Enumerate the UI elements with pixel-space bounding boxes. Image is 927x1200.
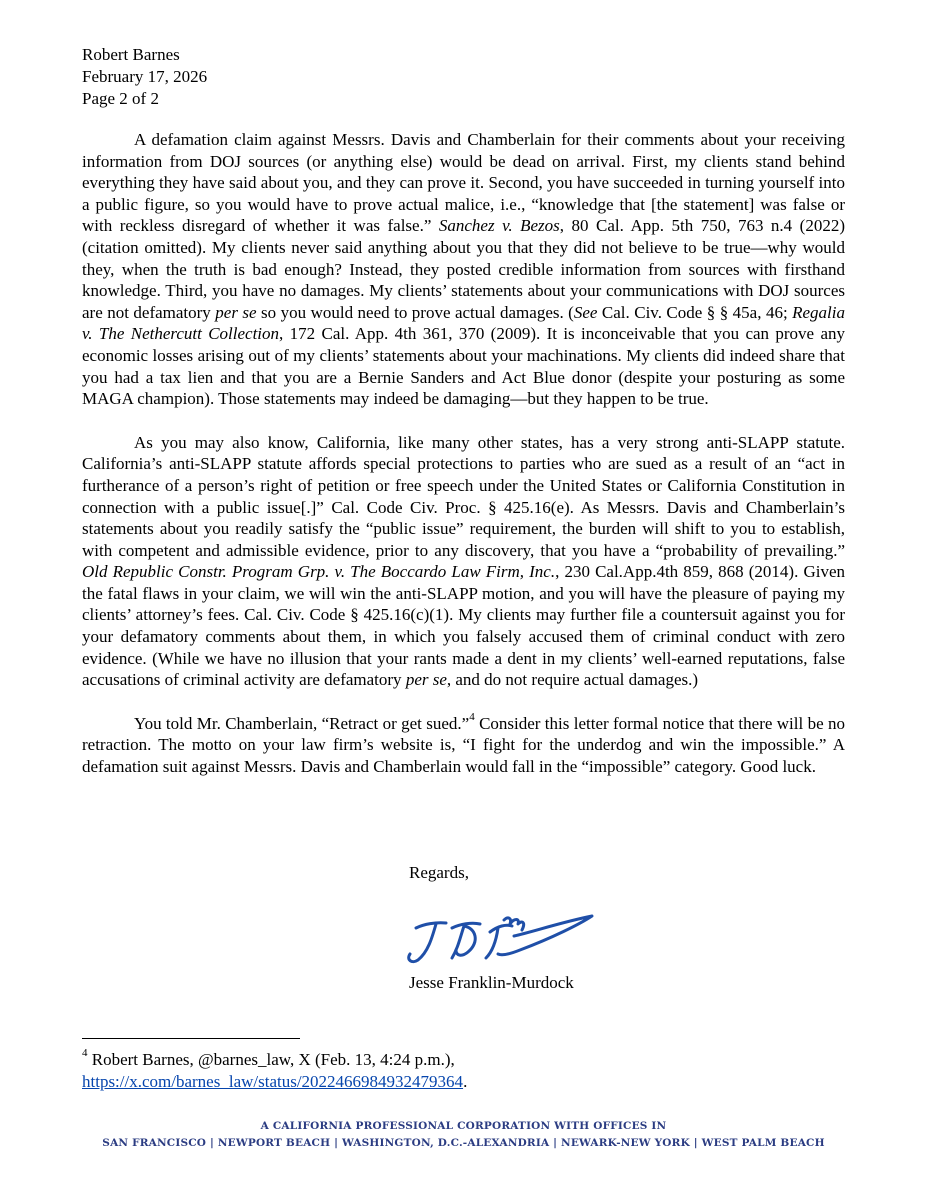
footnote-link[interactable]: https://x.com/barnes_law/status/2022466984932479364 (82, 1072, 464, 1091)
paragraph-text: , and do not require actual damages.) (446, 670, 699, 690)
letter-date: February 17, 2026 (82, 67, 208, 86)
paragraph-text: Cal. Civ. Code § § 45a, 46; (597, 302, 793, 322)
paragraph-text: so you would need to prove actual damages. ( (256, 302, 574, 322)
handwritten-signature (402, 902, 597, 972)
firm-footer (0, 1118, 927, 1152)
paragraph-text: As you may also know, California, like many other states, has a very strong anti-SLAPP statute. California’s anti-SLAPP statute affords special protections to parties who are sued as a result of an “act in furtherance of a person’s right of petition or free speech under the United States or California Constitution in connection with a public issue[.]” Cal. Code Civ. Proc. § 425.16(e). As Messrs. Davis and Chamberlain’s statements about you readily satisfy the “public issue” requirement, the burden will shift to you to establish, with competent and admissible evidence, prior to any discovery, that you have a “probability of prevailing.” (82, 432, 845, 560)
footnote-4 (82, 1049, 467, 1093)
italic-citation: per se (405, 670, 447, 690)
paragraph-defamation (82, 129, 845, 410)
closing-regards: Regards, (409, 863, 469, 882)
footer-line-2: SAN FRANCISCO | NEWPORT BEACH | WASHINGTON, D.C.-ALEXANDRIA | NEWARK-NEW YORK | WEST PALM BEACH (102, 1137, 825, 1149)
paragraph-text: , 80 Cal. App. 5th 750, 763 n.4 (2022) (citation omitted). My clients never said anything about you that they did not believe to be true—why would they, when the truth is bad enough? Instead, they posted credible information from sources with firsthand knowledge. Third, you have no damages. My clients’ statements about your communications with DOJ sources are not defamatory (82, 216, 846, 322)
paragraph-anti-slapp (82, 432, 845, 691)
italic-citation: Old Republic Constr. Program Grp. v. The Boccardo Law Firm, Inc. (82, 562, 556, 582)
paragraph-text: Consider this letter formal notice that there will be no retraction. The motto on your law firm’s website is, “I fight for the underdog and win the impossible.” A defamation suit against Messrs. Davis and Chamberlain would fall in the “impossible” category. Good luck. (82, 713, 845, 777)
footnote-text: Robert Barnes, @barnes_law, X (Feb. 13, 4:24 p.m.), (87, 1050, 455, 1069)
paragraph-text: , 230 Cal.App.4th 859, 868 (2014). Given the fatal flaws in your claim, we will win the anti-SLAPP motion, and you will have the pleasure of paying my clients’ attorney’s fees. Cal. Civ. Code § 425.16(c)(1). My clients may further file a countersuit against you for your defamatory comments about them, in which you falsely accused them of criminal conduct with zero evidence. (While we have no illusion that your rants made a dent in my clients’ well-earned reputations, false accusations of criminal activity are defamatory (82, 562, 845, 690)
letter-body (82, 129, 845, 800)
footnote-reference: 4 (469, 710, 475, 723)
footnote-number: 4 (82, 1047, 88, 1059)
footnote-period: . (463, 1072, 468, 1091)
signer-name: Jesse Franklin-Murdock (409, 973, 574, 992)
paragraph-text: You told Mr. Chamberlain, “Retract or get sued.” (134, 713, 470, 733)
italic-citation: per se (215, 302, 257, 322)
footnote-divider (82, 1038, 300, 1039)
italic-citation: Sanchez v. Bezos (438, 216, 560, 236)
paragraph-text: A defamation claim against Messrs. Davis and Chamberlain for their comments about your receiving information from DOJ sources (or anything else) would be dead on arrival. First, my clients stand behind everything they have said about you, and they can prove it. Second, you have succeeded in turning yourself into a public figure, so you would have to prove actual malice, i.e., “knowledge that [the statement] was false or with reckless disregard of whether it was false.” (82, 130, 845, 236)
italic-citation: Regalia v. The Nethercutt Collection (82, 302, 846, 344)
italic-citation: See (573, 302, 598, 322)
letter-header (82, 44, 207, 110)
footer-line-1: A CALIFORNIA PROFESSIONAL CORPORATION WITH OFFICES IN (260, 1120, 667, 1132)
paragraph-retraction (82, 710, 845, 778)
recipient-name: Robert Barnes (82, 45, 180, 64)
page-number: Page 2 of 2 (82, 89, 159, 108)
paragraph-text: , 172 Cal. App. 4th 361, 370 (2009). It is inconceivable that you can prove any economic losses arising out of my clients’ statements about your machinations. My clients did indeed share that you had a tax lien and that you are a Bernie Sanders and Act Blue donor (despite your posturing as some MAGA champion). Those statements may indeed be damaging—but they happen to be true. (82, 324, 845, 409)
